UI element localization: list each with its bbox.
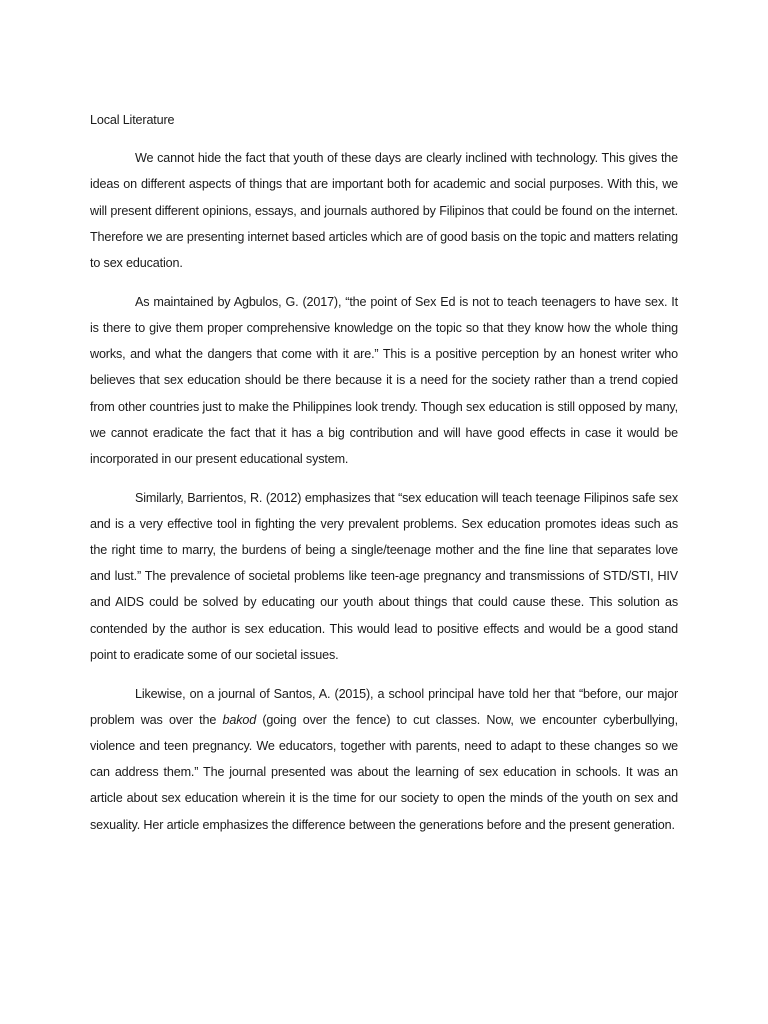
document-body <box>90 107 678 850</box>
paragraph-barrientos: Similarly, Barrientos, R. (2012) emphasizes that “sex education will teach teenage Filipinos safe sex and is a very effective tool in fighting the very prevalent problems. Sex education promotes ideas such as the right time to marry, the burdens of being a single/teenage mother and the fine line that separates love and lust.” The prevalence of societal problems like teen-age pregnancy and transmissions of STD/STI, HIV and AIDS could be solved by educating our youth about things that could cause these. This solution as contended by the author is sex education. This would lead to positive effects and would be a good stand point to eradicate some of our societal issues. <box>90 490 678 662</box>
paragraph-santos <box>90 681 678 838</box>
paragraph-intro: We cannot hide the fact that youth of these days are clearly inclined with technology. This gives the ideas on different aspects of things that are important both for academic and social purposes. With this, we will present different opinions, essays, and journals authored by Filipinos that could be found on the internet. Therefore we are presenting internet based articles which are of good basis on the topic and matters relating to sex education. <box>90 151 678 271</box>
paragraph-santos-text-after: (going over the fence) to cut classes. Now, we encounter cyberbullying, violence and teen pregnancy. We educators, together with parents, need to adapt to these changes so we can address them.” The journal presented was about the learning of sex education in schools. It was an article about sex education wherein it is the time for our society to open the minds of the youth on sex and sexuality. Her article emphasizes the difference between the generations before and the present generation. <box>90 712 678 832</box>
paragraph-santos-text-before: Likewise, on a journal of Santos, A. (2015), a school principal have told her that “before, our major problem was over the <box>90 686 678 727</box>
section-heading: Local Literature <box>90 113 175 127</box>
paragraph-santos-italic-term: bakod <box>222 712 257 727</box>
paragraph-agbulos: As maintained by Agbulos, G. (2017), “the point of Sex Ed is not to teach teenagers to have sex. It is there to give them proper comprehensive knowledge on the topic so that they know how the whole thing works, and what the dangers that come with it are.” This is a positive perception by an honest writer who believes that sex education should be there because it is a need for the society rather than a trend copied from other countries just to make the Philippines look trendy. Though sex education is still opposed by many, we cannot eradicate the fact that it has a big contribution and will have good effects in case it would be incorporated in our present educational system. <box>90 294 678 466</box>
